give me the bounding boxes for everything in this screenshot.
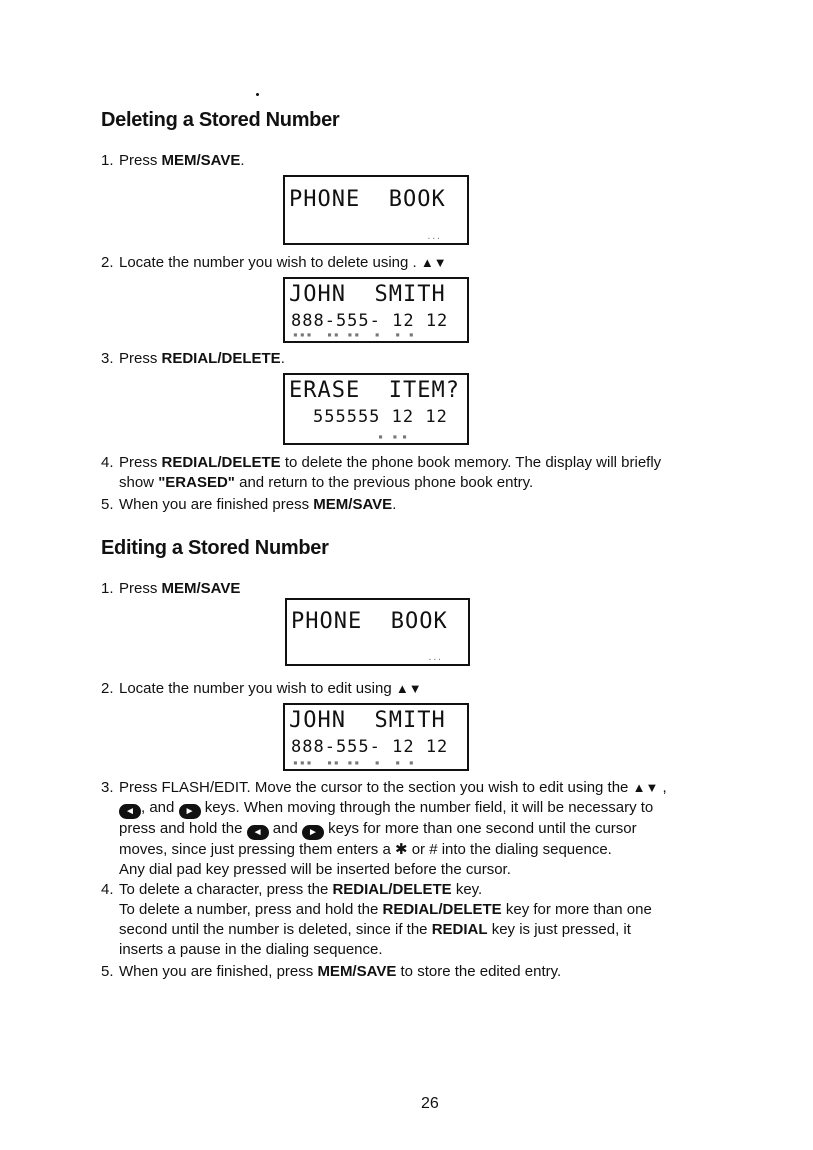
edit-step-1: 1. Press MEM/SAVE (101, 580, 241, 597)
edit-step-3: 3. Press FLASH/EDIT. Move the cursor to the section you wish to edit using the ▲▼ , ◄ , and ► keys. When moving through the number field, it will be necessary to press and hold the ◄ and ► keys for more than one second until the cursor moves, since just pressing them enters a ✱ or # into the dialing sequence. Any dial pad key pressed will be inserted before the cursor. (101, 779, 667, 878)
up-down-arrow-icon: ▲▼ (420, 255, 447, 270)
section-heading-editing: Editing a Stored Number (101, 537, 329, 559)
right-key-icon: ► (179, 804, 201, 819)
left-key-icon: ◄ (119, 804, 141, 819)
lcd-display-phone-book-edit: PHONE BOOK ... (285, 598, 470, 666)
right-key-icon: ► (302, 825, 324, 840)
delete-step-4: 4. Press REDIAL/DELETE to delete the phone book memory. The display will briefly show "ERASED" and return to the previous phone book entry. (101, 454, 662, 491)
delete-step-1: 1. Press MEM/SAVE. (101, 152, 245, 169)
up-down-arrow-icon: ▲▼ (395, 681, 422, 696)
lcd-display-john-smith-edit: JOHN SMITH 888-555- 12 12 ▪▪▪ ▪▪ ▪▪ ▪ ▪ ▪ (283, 703, 469, 771)
edit-step-2: 2. Locate the number you wish to edit using ▲▼ (101, 680, 422, 697)
page-number: 26 (421, 1095, 439, 1112)
delete-step-3: 3. Press REDIAL/DELETE. (101, 350, 285, 367)
left-key-icon: ◄ (247, 825, 269, 840)
edit-step-5: 5. When you are finished, press MEM/SAVE to store the edited entry. (101, 963, 562, 980)
page-mark (256, 93, 259, 96)
edit-step-4: 4. To delete a character, press the REDIAL/DELETE key. To delete a number, press and hold the REDIAL/DELETE key for more than one second until the number is deleted, since if the REDIAL key is just pressed, it inserts a pause in the dialing sequence. (101, 881, 652, 958)
delete-step-2: 2. Locate the number you wish to delete using . ▲▼ (101, 254, 447, 271)
lcd-display-phone-book: PHONE BOOK ... (283, 175, 469, 245)
delete-step-5: 5. When you are finished press MEM/SAVE. (101, 496, 397, 513)
lcd-display-erase-item: ERASE ITEM? 555555 12 12 ▪ ▪ ▪ (283, 373, 469, 445)
section-heading-deleting: Deleting a Stored Number (101, 109, 340, 131)
lcd-display-john-smith: JOHN SMITH 888-555- 12 12 ▪▪▪ ▪▪ ▪▪ ▪ ▪ ▪ (283, 277, 469, 343)
up-down-arrow-icon: ▲▼ (632, 780, 659, 795)
